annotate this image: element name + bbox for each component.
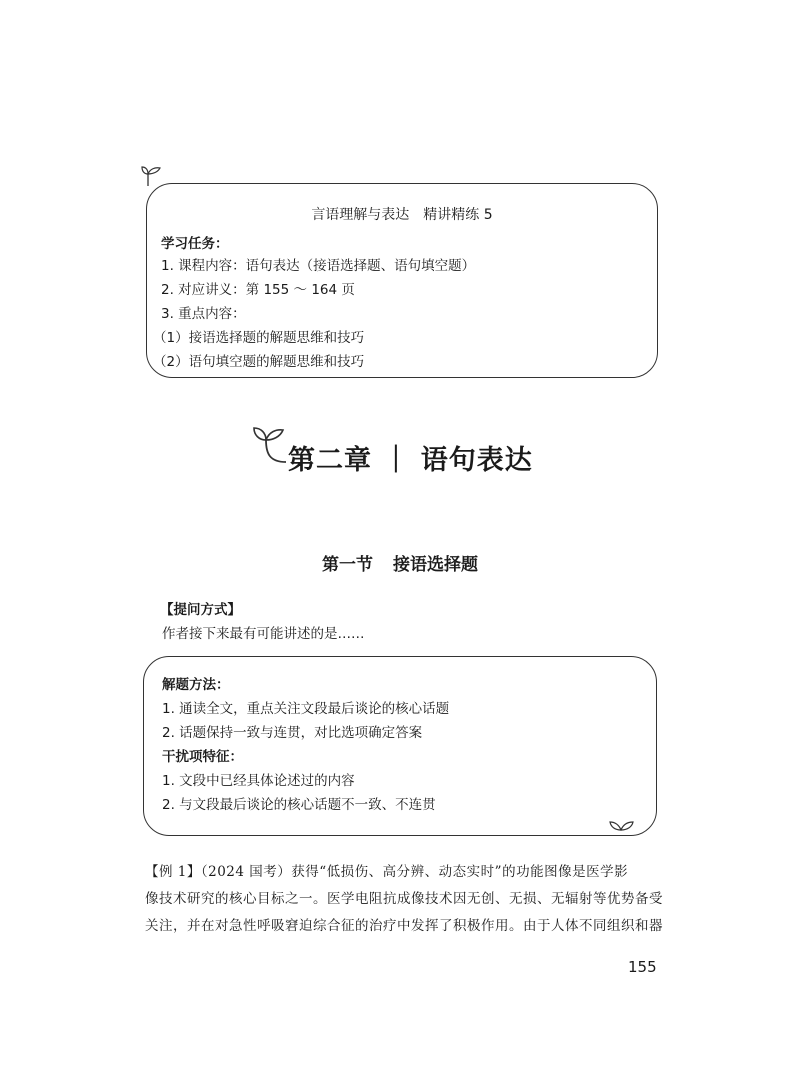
example-line: 关注，并在对急性呼吸窘迫综合征的治疗中发挥了积极作用。由于人体不同组织和器 [145,918,663,934]
method-item: 1. 通读全文，重点关注文段最后谈论的核心话题 [162,701,450,717]
distractor-item: 2. 与文段最后谈论的核心话题不一致、不连贯 [162,797,436,813]
task-item: 3. 重点内容： [161,306,246,322]
question-form-label: 【提问方式】 [160,602,241,618]
page-number: 155 [628,958,657,976]
distractor-heading: 干扰项特征： [162,749,243,765]
sprout-icon [606,816,636,834]
chapter-title: 第二章 ｜ 语句表达 [288,445,533,476]
chapter-sprout-icon [246,418,290,468]
task-item: （2）语句填空题的解题思维和技巧 [153,354,365,370]
example-line: 像技术研究的核心目标之一。医学电阻抗成像技术因无创、无损、无辐射等优势备受 [145,891,663,907]
method-item: 2. 话题保持一致与连贯，对比选项确定答案 [162,725,423,741]
task-item: 2. 对应讲义：第 155 ～ 164 页 [161,282,355,298]
method-heading: 解题方法： [162,677,230,693]
example-line: 【例 1】（2024 国考）获得“低损伤、高分辨、动态实时”的功能图像是医学影 [145,864,629,880]
distractor-item: 1. 文段中已经具体论述过的内容 [162,773,355,789]
task-item: （1）接语选择题的解题思维和技巧 [153,330,365,346]
task-item: 1. 课程内容：语句表达（接语选择题、语句填空题） [161,258,476,274]
learning-task-box [146,183,658,378]
task-heading: 学习任务： [161,236,229,252]
method-box [143,656,657,836]
section-title: 第一节 接语选择题 [322,555,478,575]
question-form-text: 作者接下来最有可能讲述的是…… [162,626,365,642]
box-title: 言语理解与表达 精讲精练 5 [311,207,493,223]
